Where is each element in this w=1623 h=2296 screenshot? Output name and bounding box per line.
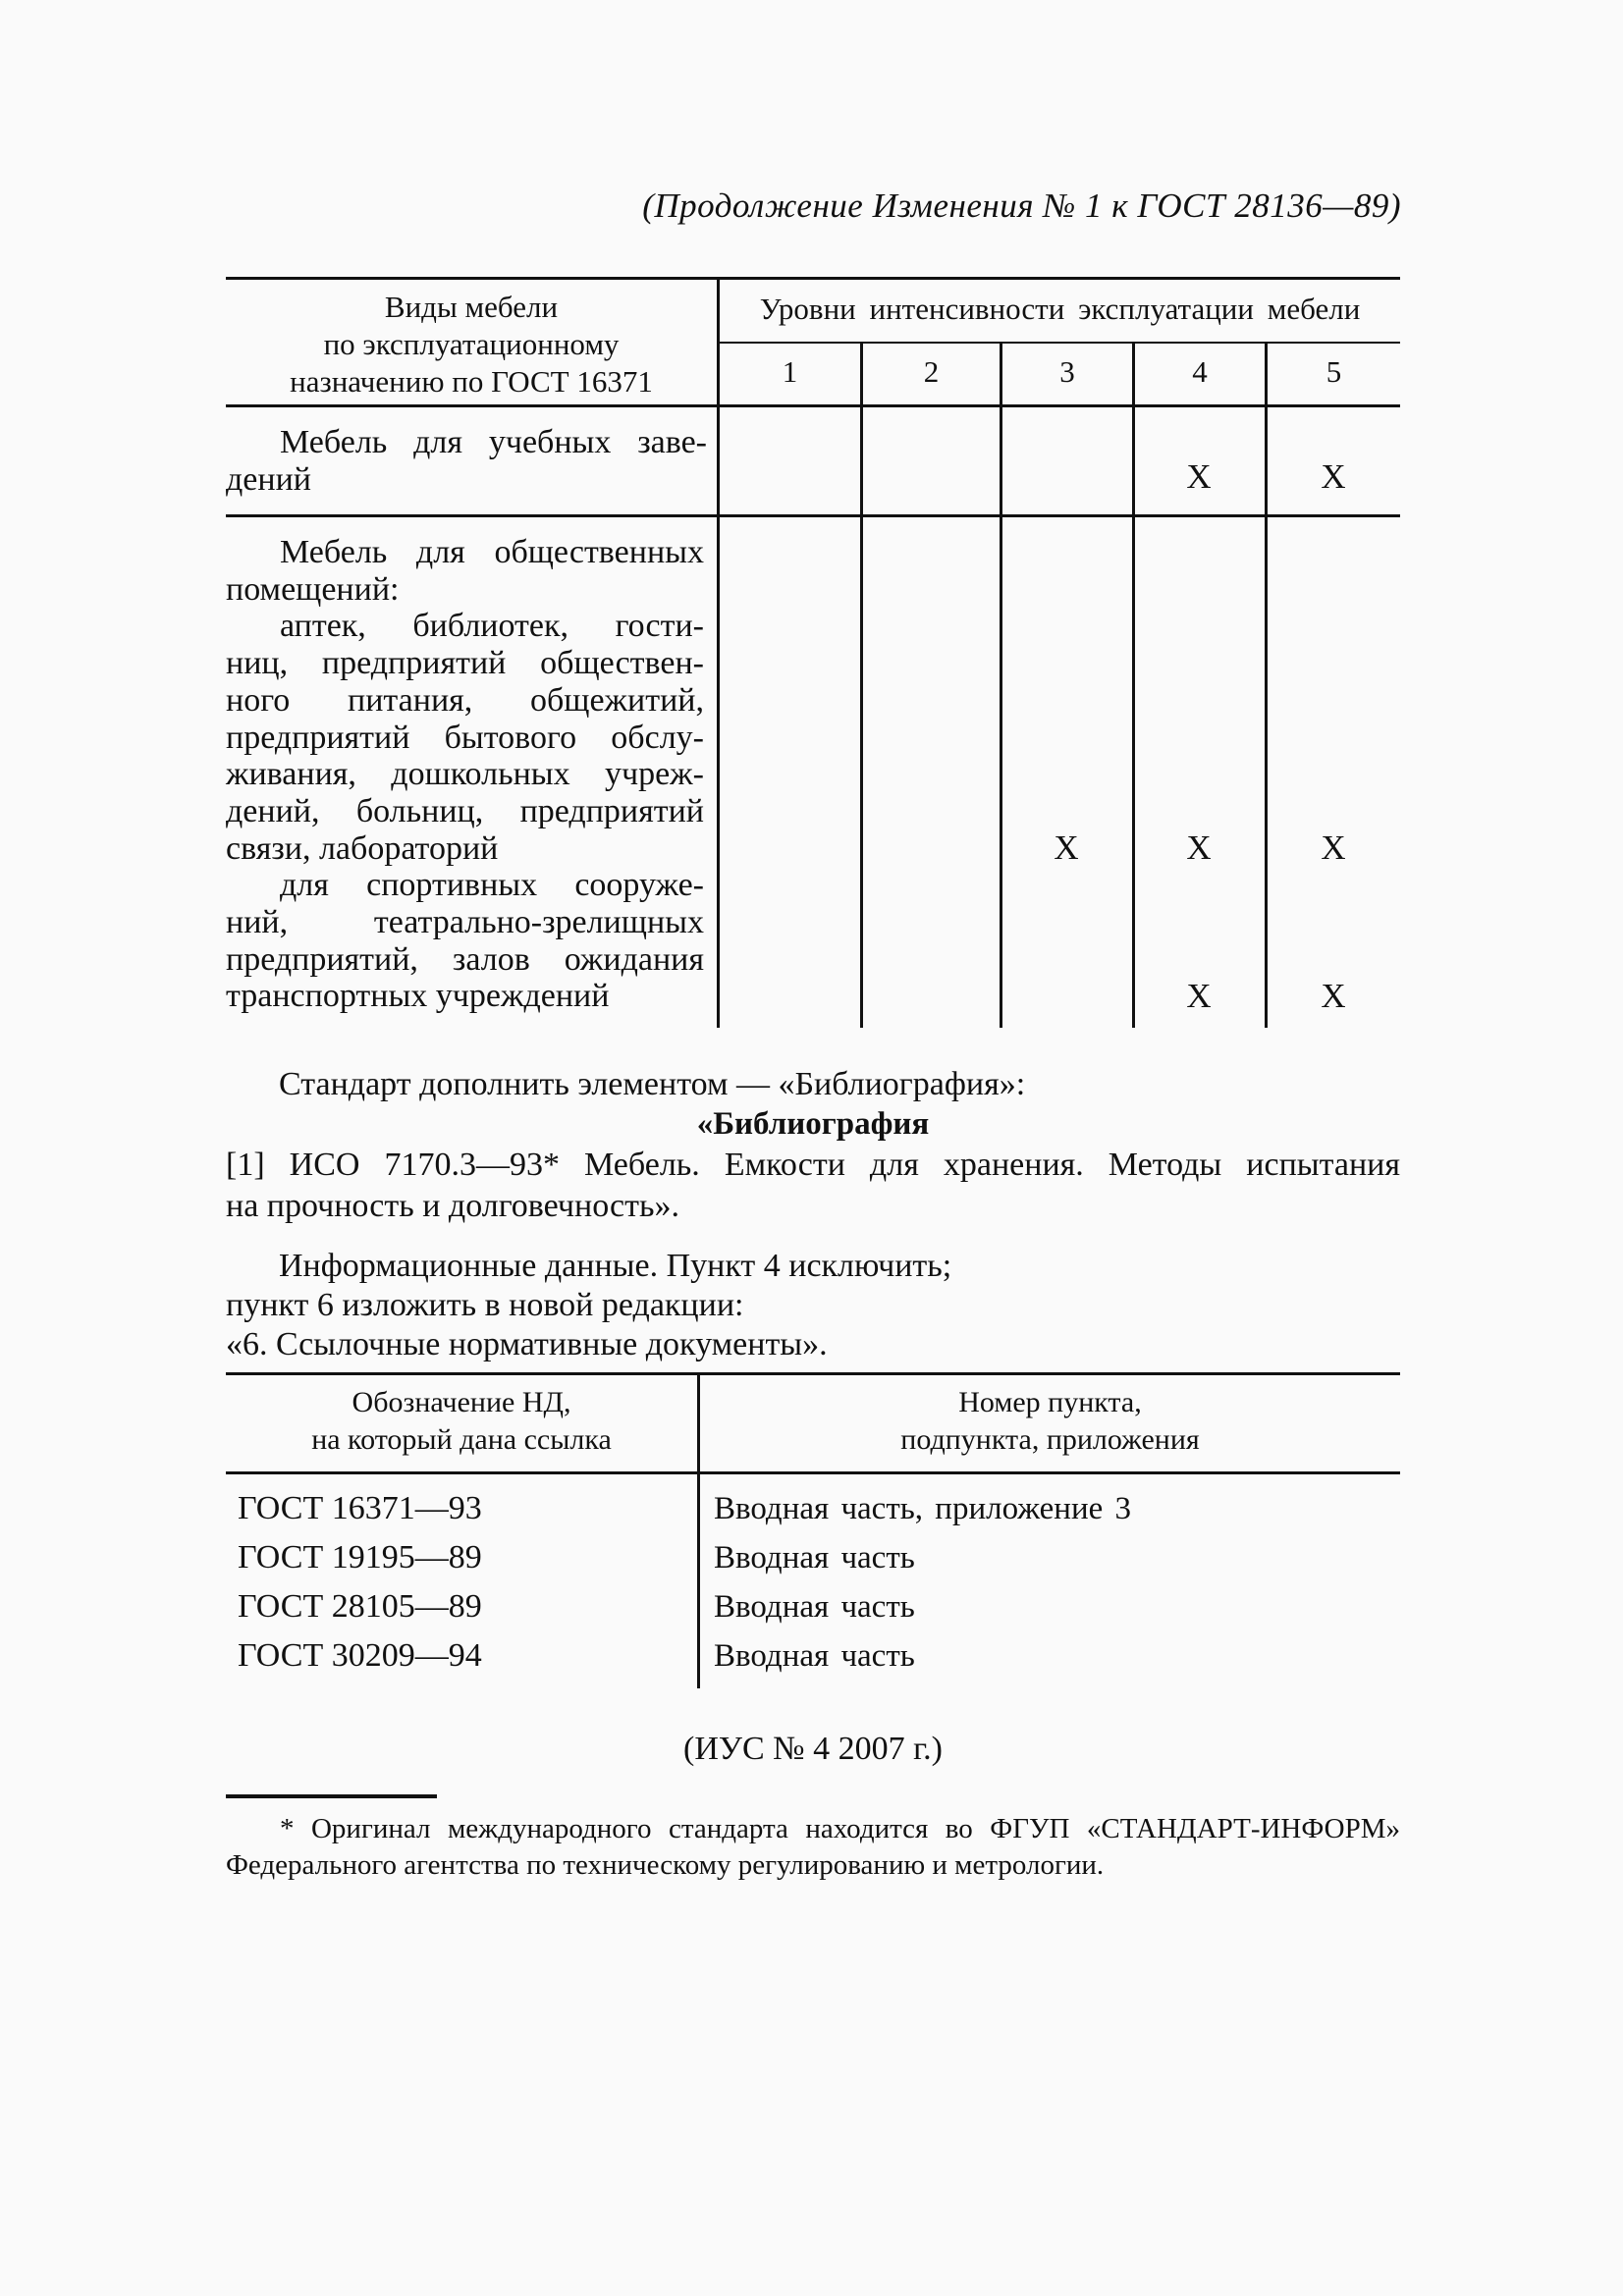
- level-1-header: 1: [782, 354, 798, 389]
- furniture-type-header: [226, 289, 717, 400]
- footnote-text: * Оригинал международного стандарта находится во ФГУП «СТАНДАРТ-ИНФОРМ» Федерального агентства по техническому регулированию и метрологии.: [226, 1813, 1400, 1881]
- table-row-doc: ГОСТ 28105—89: [238, 1588, 482, 1625]
- col-divider: [1132, 343, 1135, 1028]
- row-separator-rule: [226, 514, 1400, 517]
- col-divider: [1265, 343, 1268, 1028]
- mark-row2b-level5: X: [1321, 977, 1346, 1015]
- bibliography-title: «Библиография: [696, 1106, 930, 1142]
- mark-row2b-level4: X: [1186, 977, 1212, 1015]
- mark-row1-level5: X: [1321, 457, 1346, 496]
- col-divider: [1000, 343, 1002, 1028]
- bibliography-entry: [1] ИСО 7170.3—93* Мебель. Емкости для хранения. Методы испытания: [226, 1147, 1400, 1183]
- bibliography-entry-cont: на прочность и долговечность».: [226, 1188, 680, 1224]
- header-line: на который дана ссылка: [311, 1423, 612, 1456]
- row-line: ниц, предприятий обществен-: [226, 645, 704, 682]
- mark-row2a-level5: X: [1321, 828, 1346, 867]
- header-line: подпункта, приложения: [900, 1423, 1200, 1456]
- level-2-header: 2: [923, 354, 940, 389]
- mark-row2a-level3: X: [1054, 828, 1079, 867]
- mark-row1-level4: X: [1186, 457, 1212, 496]
- row-public-label: [226, 534, 704, 1015]
- level-3-header: 3: [1059, 354, 1075, 389]
- footnote: [226, 1811, 1400, 1884]
- row-line: транспортных учреждений: [226, 978, 610, 1015]
- header-line: назначению по ГОСТ 16371: [290, 364, 653, 399]
- header-bottom-rule: [226, 1471, 1400, 1474]
- header-line: по эксплуатационному: [323, 327, 620, 361]
- levels-group-header: Уровни интенсивности эксплуатации мебели: [759, 292, 1361, 326]
- row-line: ний, театрально-зрелищных: [226, 904, 704, 941]
- ius-note: (ИУС № 4 2007 г.): [683, 1731, 943, 1767]
- table-row-ref: Вводная часть: [714, 1638, 915, 1674]
- nd-designation-header: [226, 1384, 697, 1459]
- row-line: ного питания, общежитий,: [226, 681, 704, 719]
- row-line: связи, лабораторий: [226, 829, 499, 867]
- row-line: аптек, библиотек, гости-: [280, 608, 704, 645]
- row-line: Мебель для учебных заве-: [280, 424, 707, 460]
- continuation-header: (Продолжение Изменения № 1 к ГОСТ 28136—89): [642, 187, 1401, 225]
- info-paragraph-3: «6. Ссылочные нормативные документы».: [226, 1326, 828, 1362]
- header-bottom-rule: [226, 404, 1400, 407]
- intro-paragraph: Стандарт дополнить элементом — «Библиография»:: [279, 1066, 1026, 1102]
- table-row-doc: ГОСТ 16371—93: [238, 1490, 482, 1526]
- item-number-header: [700, 1384, 1400, 1459]
- table-row-ref: Вводная часть, приложение 3: [714, 1491, 1131, 1526]
- table-row-ref: Вводная часть: [714, 1589, 915, 1625]
- footnote-rule: [226, 1794, 437, 1798]
- level-subheader-rule: [719, 342, 1400, 344]
- row-line: живания, дошкольных учреж-: [226, 756, 704, 793]
- table-row-doc: ГОСТ 30209—94: [238, 1637, 482, 1674]
- header-line: Обозначение НД,: [352, 1386, 571, 1418]
- row-line: предприятий бытового обслу-: [226, 719, 704, 756]
- info-paragraph-1: Информационные данные. Пункт 4 исключить;: [279, 1248, 952, 1284]
- row-line: дений, больниц, предприятий: [226, 792, 704, 829]
- usage-levels-table: [226, 277, 1400, 1028]
- level-4-header: 4: [1192, 354, 1208, 389]
- table-top-rule: [226, 277, 1400, 280]
- table-row-ref: Вводная часть: [714, 1540, 915, 1575]
- references-table: [226, 1372, 1400, 1688]
- col-divider: [860, 343, 863, 1028]
- table-top-rule: [226, 1372, 1400, 1375]
- level-5-header: 5: [1325, 354, 1342, 389]
- header-line: Виды мебели: [384, 290, 559, 324]
- row-line: помещений:: [226, 570, 400, 608]
- row-line: предприятий, залов ожидания: [226, 940, 704, 978]
- header-line: Номер пункта,: [958, 1386, 1142, 1418]
- info-paragraph-2: пункт 6 изложить в новой редакции:: [226, 1287, 744, 1323]
- row-educational-label: [226, 424, 707, 499]
- row-line: для спортивных сооруже-: [280, 867, 704, 904]
- mark-row2a-level4: X: [1186, 828, 1212, 867]
- row-line: Мебель для общественных: [280, 534, 704, 570]
- table-row-doc: ГОСТ 19195—89: [238, 1539, 482, 1575]
- row-line: дений: [226, 461, 311, 498]
